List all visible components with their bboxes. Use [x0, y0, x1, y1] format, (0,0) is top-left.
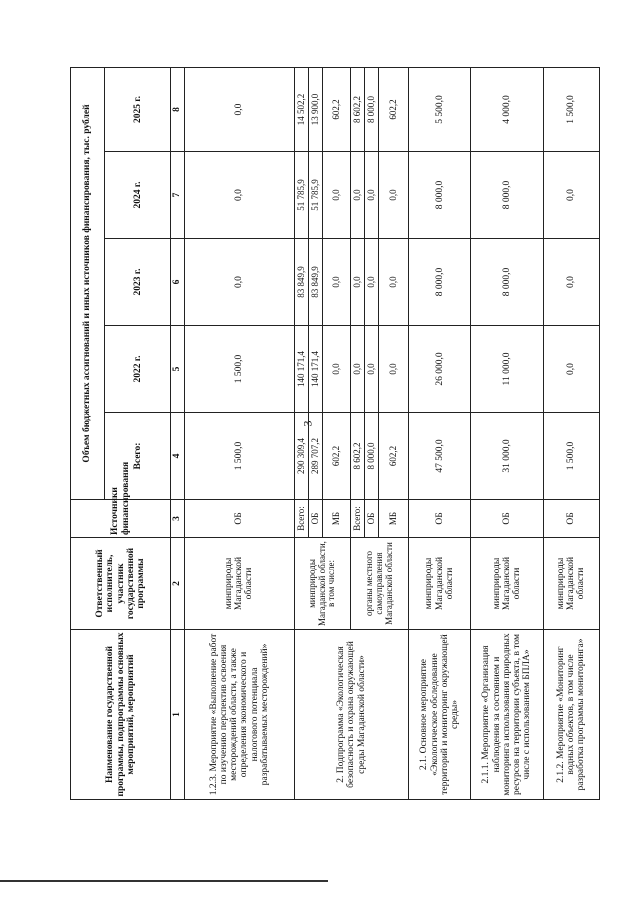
- value-2025: 14 502,2: [294, 67, 308, 151]
- value-total: 8 000,0: [365, 413, 379, 500]
- row-executor: минприроды Магаданской области: [471, 538, 543, 630]
- row-name: 2.1.1. Мероприятие «Организация наблюдения за состоянием и мониторинга использования природных ресурсов на территории субъекта, в том числе с использованием БПЛА»: [471, 630, 543, 800]
- row-name: 2.1.2. Мероприятие «Мониторинг водных объектов, в том числе разработка программы мониторинга»: [543, 630, 599, 800]
- value-2025: 5 500,0: [409, 67, 471, 151]
- table-row: [543, 67, 599, 799]
- row-executor: минприроды Магаданской области: [184, 538, 294, 630]
- value-2023: 83 849,9: [309, 239, 323, 326]
- header-total: Всего:: [105, 413, 171, 500]
- value-2024: 8 000,0: [409, 152, 471, 239]
- value-2024: 8 000,0: [471, 152, 543, 239]
- row-executor: органы местного самоуправления Магаданской области: [351, 538, 409, 630]
- column-number: 1: [171, 630, 184, 800]
- value-total: 1 500,0: [184, 413, 294, 500]
- row-executor: минприроды Магаданской области, в том числе:: [294, 538, 350, 630]
- value-2024: 0,0: [323, 152, 351, 239]
- value-2023: 0,0: [379, 239, 409, 326]
- row-source: ОБ: [309, 500, 323, 538]
- value-2023: 0,0: [184, 239, 294, 326]
- header-name: Наименование государственной программы, подпрограммы основных мероприятий, мероприятий: [71, 630, 171, 800]
- value-2022: 26 000,0: [409, 326, 471, 413]
- value-total: 602,2: [379, 413, 409, 500]
- value-2025: 1 500,0: [543, 67, 599, 151]
- row-source: ОБ: [365, 500, 379, 538]
- row-source: ОБ: [184, 500, 294, 538]
- column-number: 2: [171, 538, 184, 630]
- header-source: Источники финансирования: [71, 500, 171, 538]
- value-2024: 0,0: [351, 152, 365, 239]
- value-total: 290 309,4: [294, 413, 308, 500]
- table-row: [409, 67, 471, 799]
- value-2024: 0,0: [184, 152, 294, 239]
- page-number: 3: [300, 420, 315, 427]
- value-2025: 4 000,0: [471, 67, 543, 151]
- table-container: [70, 68, 600, 800]
- row-name: 2.1. Основное мероприятие «Экологическое обследование территорий и мониторинг окружающей среды»: [409, 630, 471, 800]
- value-total: 8 602,2: [351, 413, 365, 500]
- column-number: 3: [171, 500, 184, 538]
- value-total: 289 707,2: [309, 413, 323, 500]
- value-2024: 0,0: [543, 152, 599, 239]
- column-number-row: [171, 67, 184, 799]
- header-year-2023: 2023 г.: [105, 239, 171, 326]
- row-source: МБ: [379, 500, 409, 538]
- value-total: 602,2: [323, 413, 351, 500]
- value-2022: 0,0: [323, 326, 351, 413]
- value-2025: 0,0: [184, 67, 294, 151]
- column-number: 6: [171, 239, 184, 326]
- value-2023: 0,0: [323, 239, 351, 326]
- value-2022: 0,0: [365, 326, 379, 413]
- column-number: 5: [171, 326, 184, 413]
- value-total: 31 000,0: [471, 413, 543, 500]
- row-source: ОБ: [543, 500, 599, 538]
- row-source: Всего:: [351, 500, 365, 538]
- value-2022: 140 171,4: [309, 326, 323, 413]
- header-executor: Ответственный исполнитель, участник государственной программы: [71, 538, 171, 630]
- value-2025: 8 602,2: [351, 67, 365, 151]
- row-name: 1.2.3. Мероприятие «Выполнение работ по изучению перспектив освоения месторождений области, а также определения экономического и налогового потенциала разрабатываемых месторождений»: [184, 630, 294, 800]
- value-2022: 11 000,0: [471, 326, 543, 413]
- row-source: ОБ: [409, 500, 471, 538]
- value-2024: 51 785,9: [294, 152, 308, 239]
- row-source: ОБ: [471, 500, 543, 538]
- table-row: [184, 67, 294, 799]
- value-total: 47 500,0: [409, 413, 471, 500]
- row-executor: минприроды Магаданской области: [543, 538, 599, 630]
- value-2024: 51 785,9: [309, 152, 323, 239]
- row-source: Всего:: [294, 500, 308, 538]
- value-2023: 0,0: [365, 239, 379, 326]
- value-2025: 8 000,0: [365, 67, 379, 151]
- value-2022: 0,0: [543, 326, 599, 413]
- value-2023: 8 000,0: [471, 239, 543, 326]
- column-number: 8: [171, 67, 184, 151]
- value-2022: 1 500,0: [184, 326, 294, 413]
- value-2022: 0,0: [351, 326, 365, 413]
- value-2024: 0,0: [379, 152, 409, 239]
- table-row: [294, 67, 308, 799]
- row-source: МБ: [323, 500, 351, 538]
- financing-table: [70, 67, 600, 800]
- column-number: 7: [171, 152, 184, 239]
- value-2023: 83 849,9: [294, 239, 308, 326]
- bottom-rule: [0, 880, 328, 882]
- value-2025: 602,2: [323, 67, 351, 151]
- value-2024: 0,0: [365, 152, 379, 239]
- value-total: 1 500,0: [543, 413, 599, 500]
- value-2023: 0,0: [351, 239, 365, 326]
- table-row: [471, 67, 543, 799]
- row-name: 2. Подпрограмма «Экологическая безопасность и охрана окружающей среды Магаданской области»: [294, 630, 408, 800]
- value-2022: 140 171,4: [294, 326, 308, 413]
- header-year-2022: 2022 г.: [105, 326, 171, 413]
- rotated-table-wrapper: [70, 68, 600, 800]
- value-2023: 8 000,0: [409, 239, 471, 326]
- column-number: 4: [171, 413, 184, 500]
- value-2022: 0,0: [379, 326, 409, 413]
- header-year-2025: 2025 г.: [105, 67, 171, 151]
- value-2025: 13 900,0: [309, 67, 323, 151]
- header-year-2024: 2024 г.: [105, 152, 171, 239]
- value-2023: 0,0: [543, 239, 599, 326]
- row-executor: минприроды Магаданской области: [409, 538, 471, 630]
- value-2025: 602,2: [379, 67, 409, 151]
- header-volume: Объем бюджетных ассигнований и иных источников финансирования, тыс. рублей: [71, 67, 105, 499]
